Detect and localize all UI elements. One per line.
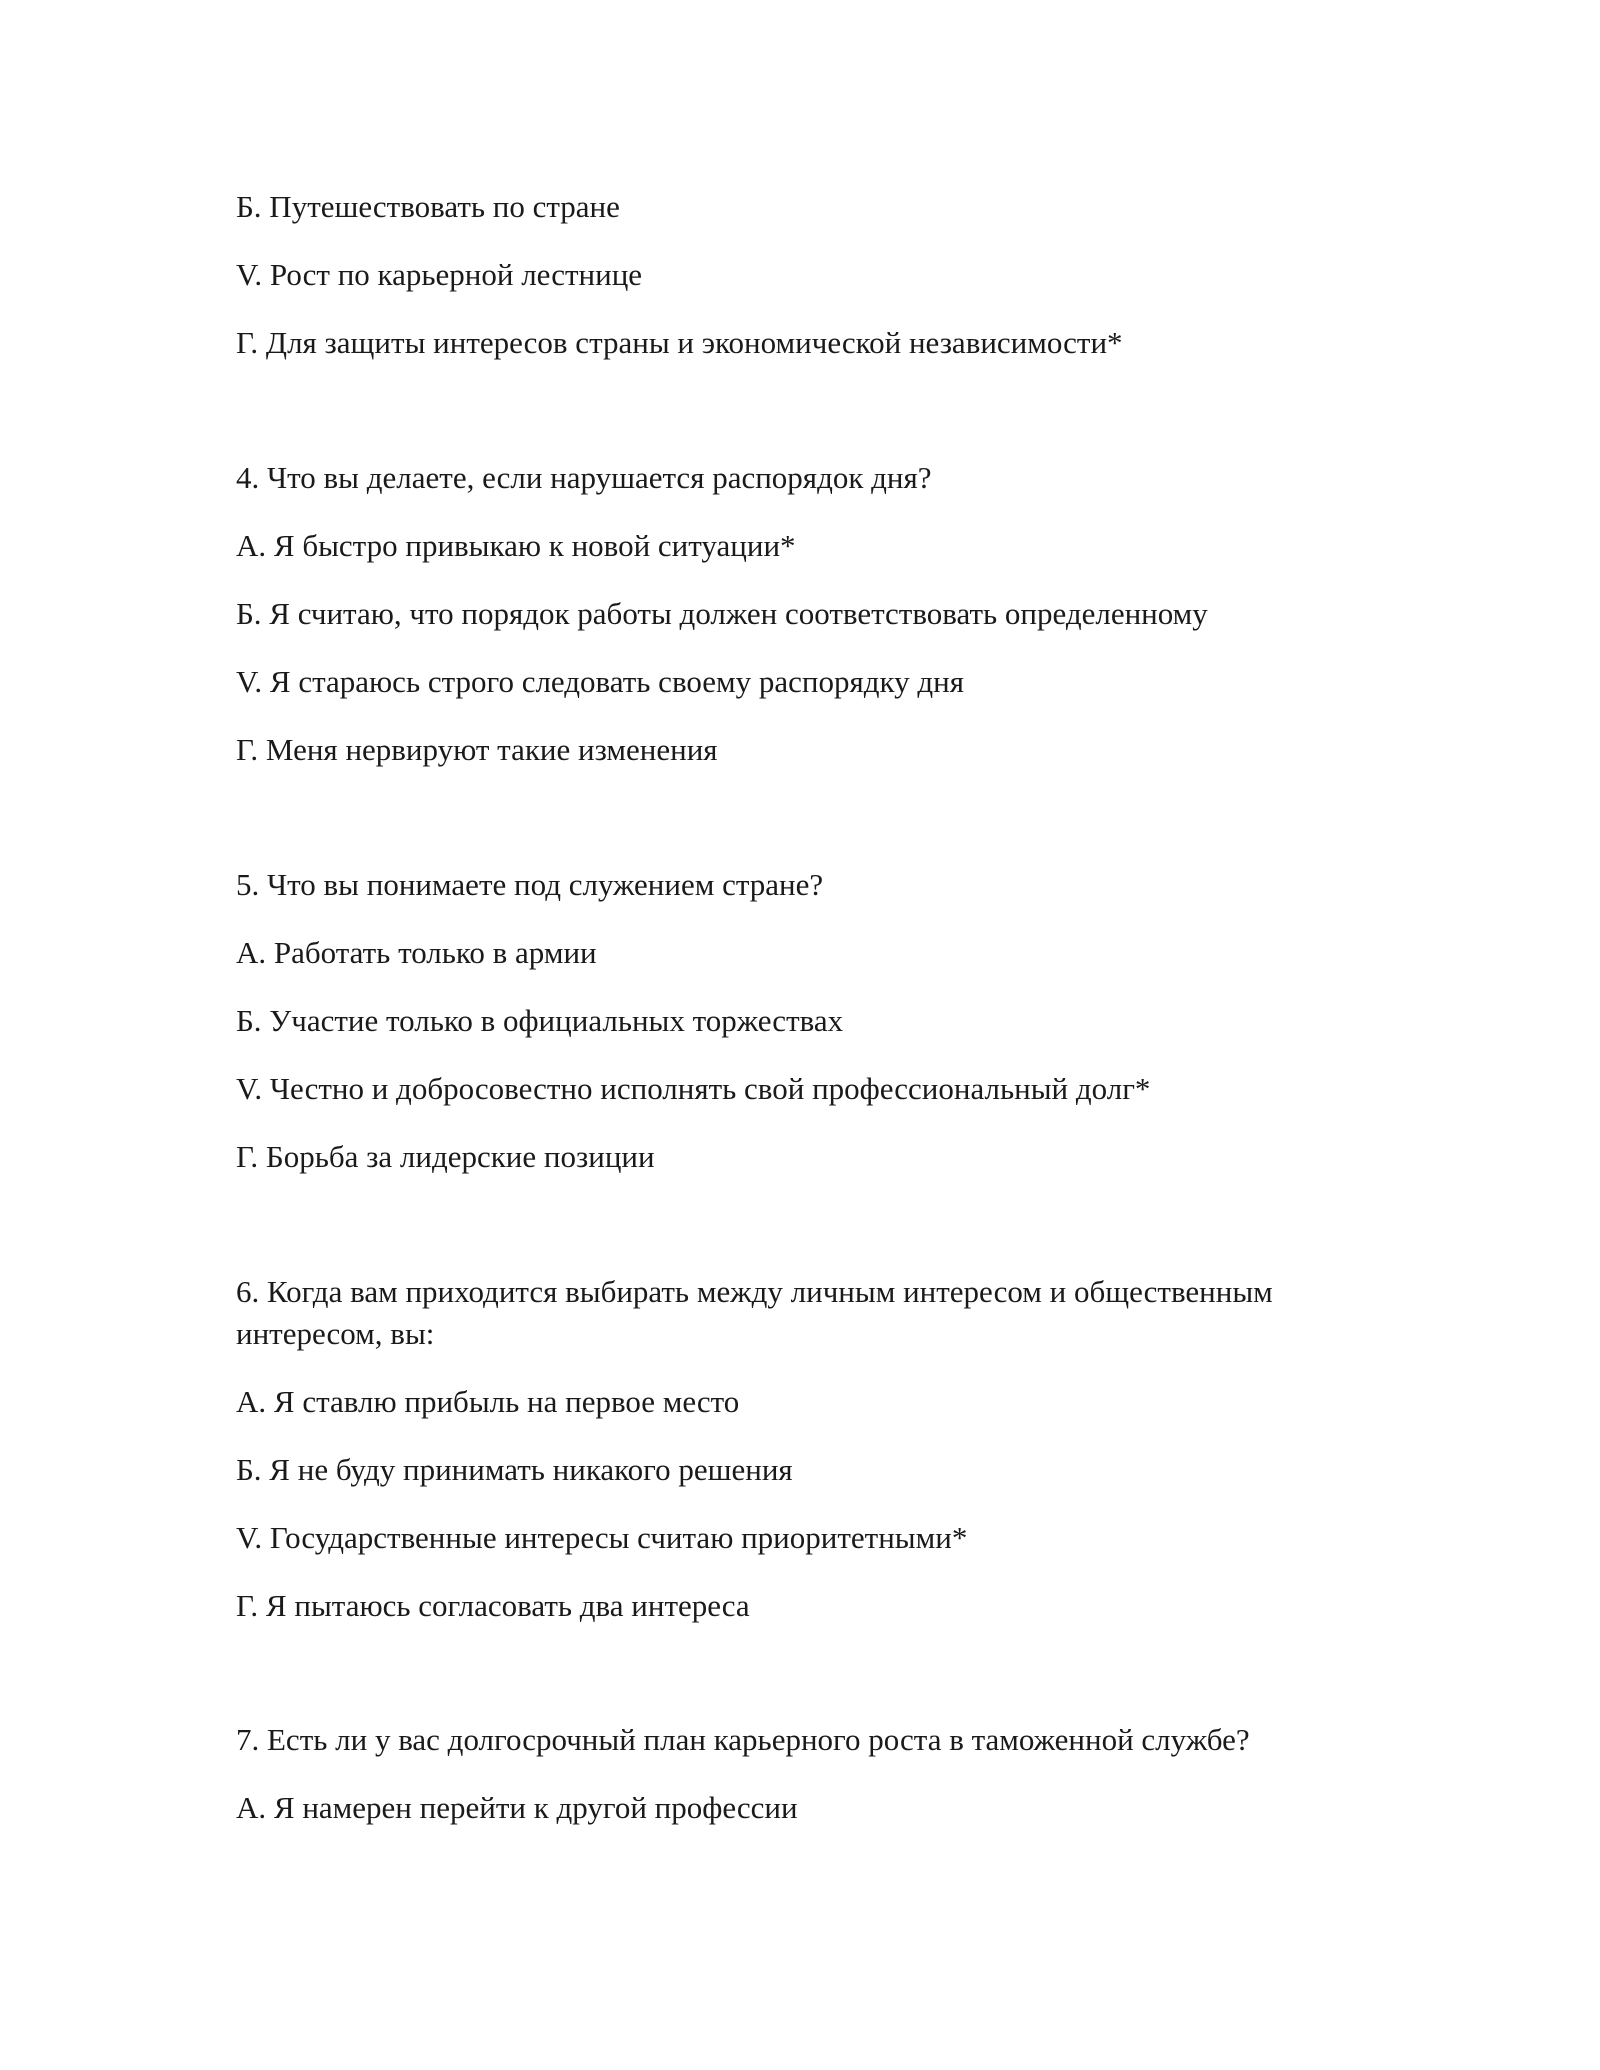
answer-v-q6: V. Государственные интересы считаю приоритетными* bbox=[236, 1520, 968, 1555]
answer-v-q4: V. Я стараюсь строго следовать своему распорядку дня bbox=[236, 664, 965, 699]
answer-v-q3: V. Рост по карьерной лестнице bbox=[236, 257, 643, 292]
answer-g-q4: Г. Меня нервируют такие изменения bbox=[236, 732, 718, 767]
answer-a-q5: А. Работать только в армии bbox=[236, 935, 597, 970]
question-4: 4. Что вы делаете, если нарушается распорядок дня? bbox=[236, 460, 932, 495]
question-6-line-1: 6. Когда вам приходится выбирать между личным интересом и общественным bbox=[236, 1274, 1273, 1309]
answer-a-q6: А. Я ставлю прибыль на первое место bbox=[236, 1384, 740, 1419]
answer-v-q5: V. Честно и добросовестно исполнять свой профессиональный долг* bbox=[236, 1071, 1151, 1106]
answer-a-q4: А. Я быстро привыкаю к новой ситуации* bbox=[236, 528, 796, 563]
answer-g-q6: Г. Я пытаюсь согласовать два интереса bbox=[236, 1588, 750, 1623]
answer-b-q6: Б. Я не буду принимать никакого решения bbox=[236, 1452, 793, 1487]
answer-g-q5: Г. Борьба за лидерские позиции bbox=[236, 1139, 655, 1174]
answer-b-q3: Б. Путешествовать по стране bbox=[236, 189, 620, 224]
question-7: 7. Есть ли у вас долгосрочный план карьерного роста в таможенной службе? bbox=[236, 1722, 1250, 1757]
answer-a-q7: А. Я намерен перейти к другой профессии bbox=[236, 1790, 798, 1825]
answer-g-q3: Г. Для защиты интересов страны и экономической независимости* bbox=[236, 325, 1123, 360]
question-5: 5. Что вы понимаете под служением стране? bbox=[236, 867, 824, 902]
answer-b-q4: Б. Я считаю, что порядок работы должен соответствовать определенному bbox=[236, 596, 1208, 631]
question-6-line-2: интересом, вы: bbox=[236, 1316, 435, 1351]
answer-b-q5: Б. Участие только в официальных торжествах bbox=[236, 1003, 844, 1038]
